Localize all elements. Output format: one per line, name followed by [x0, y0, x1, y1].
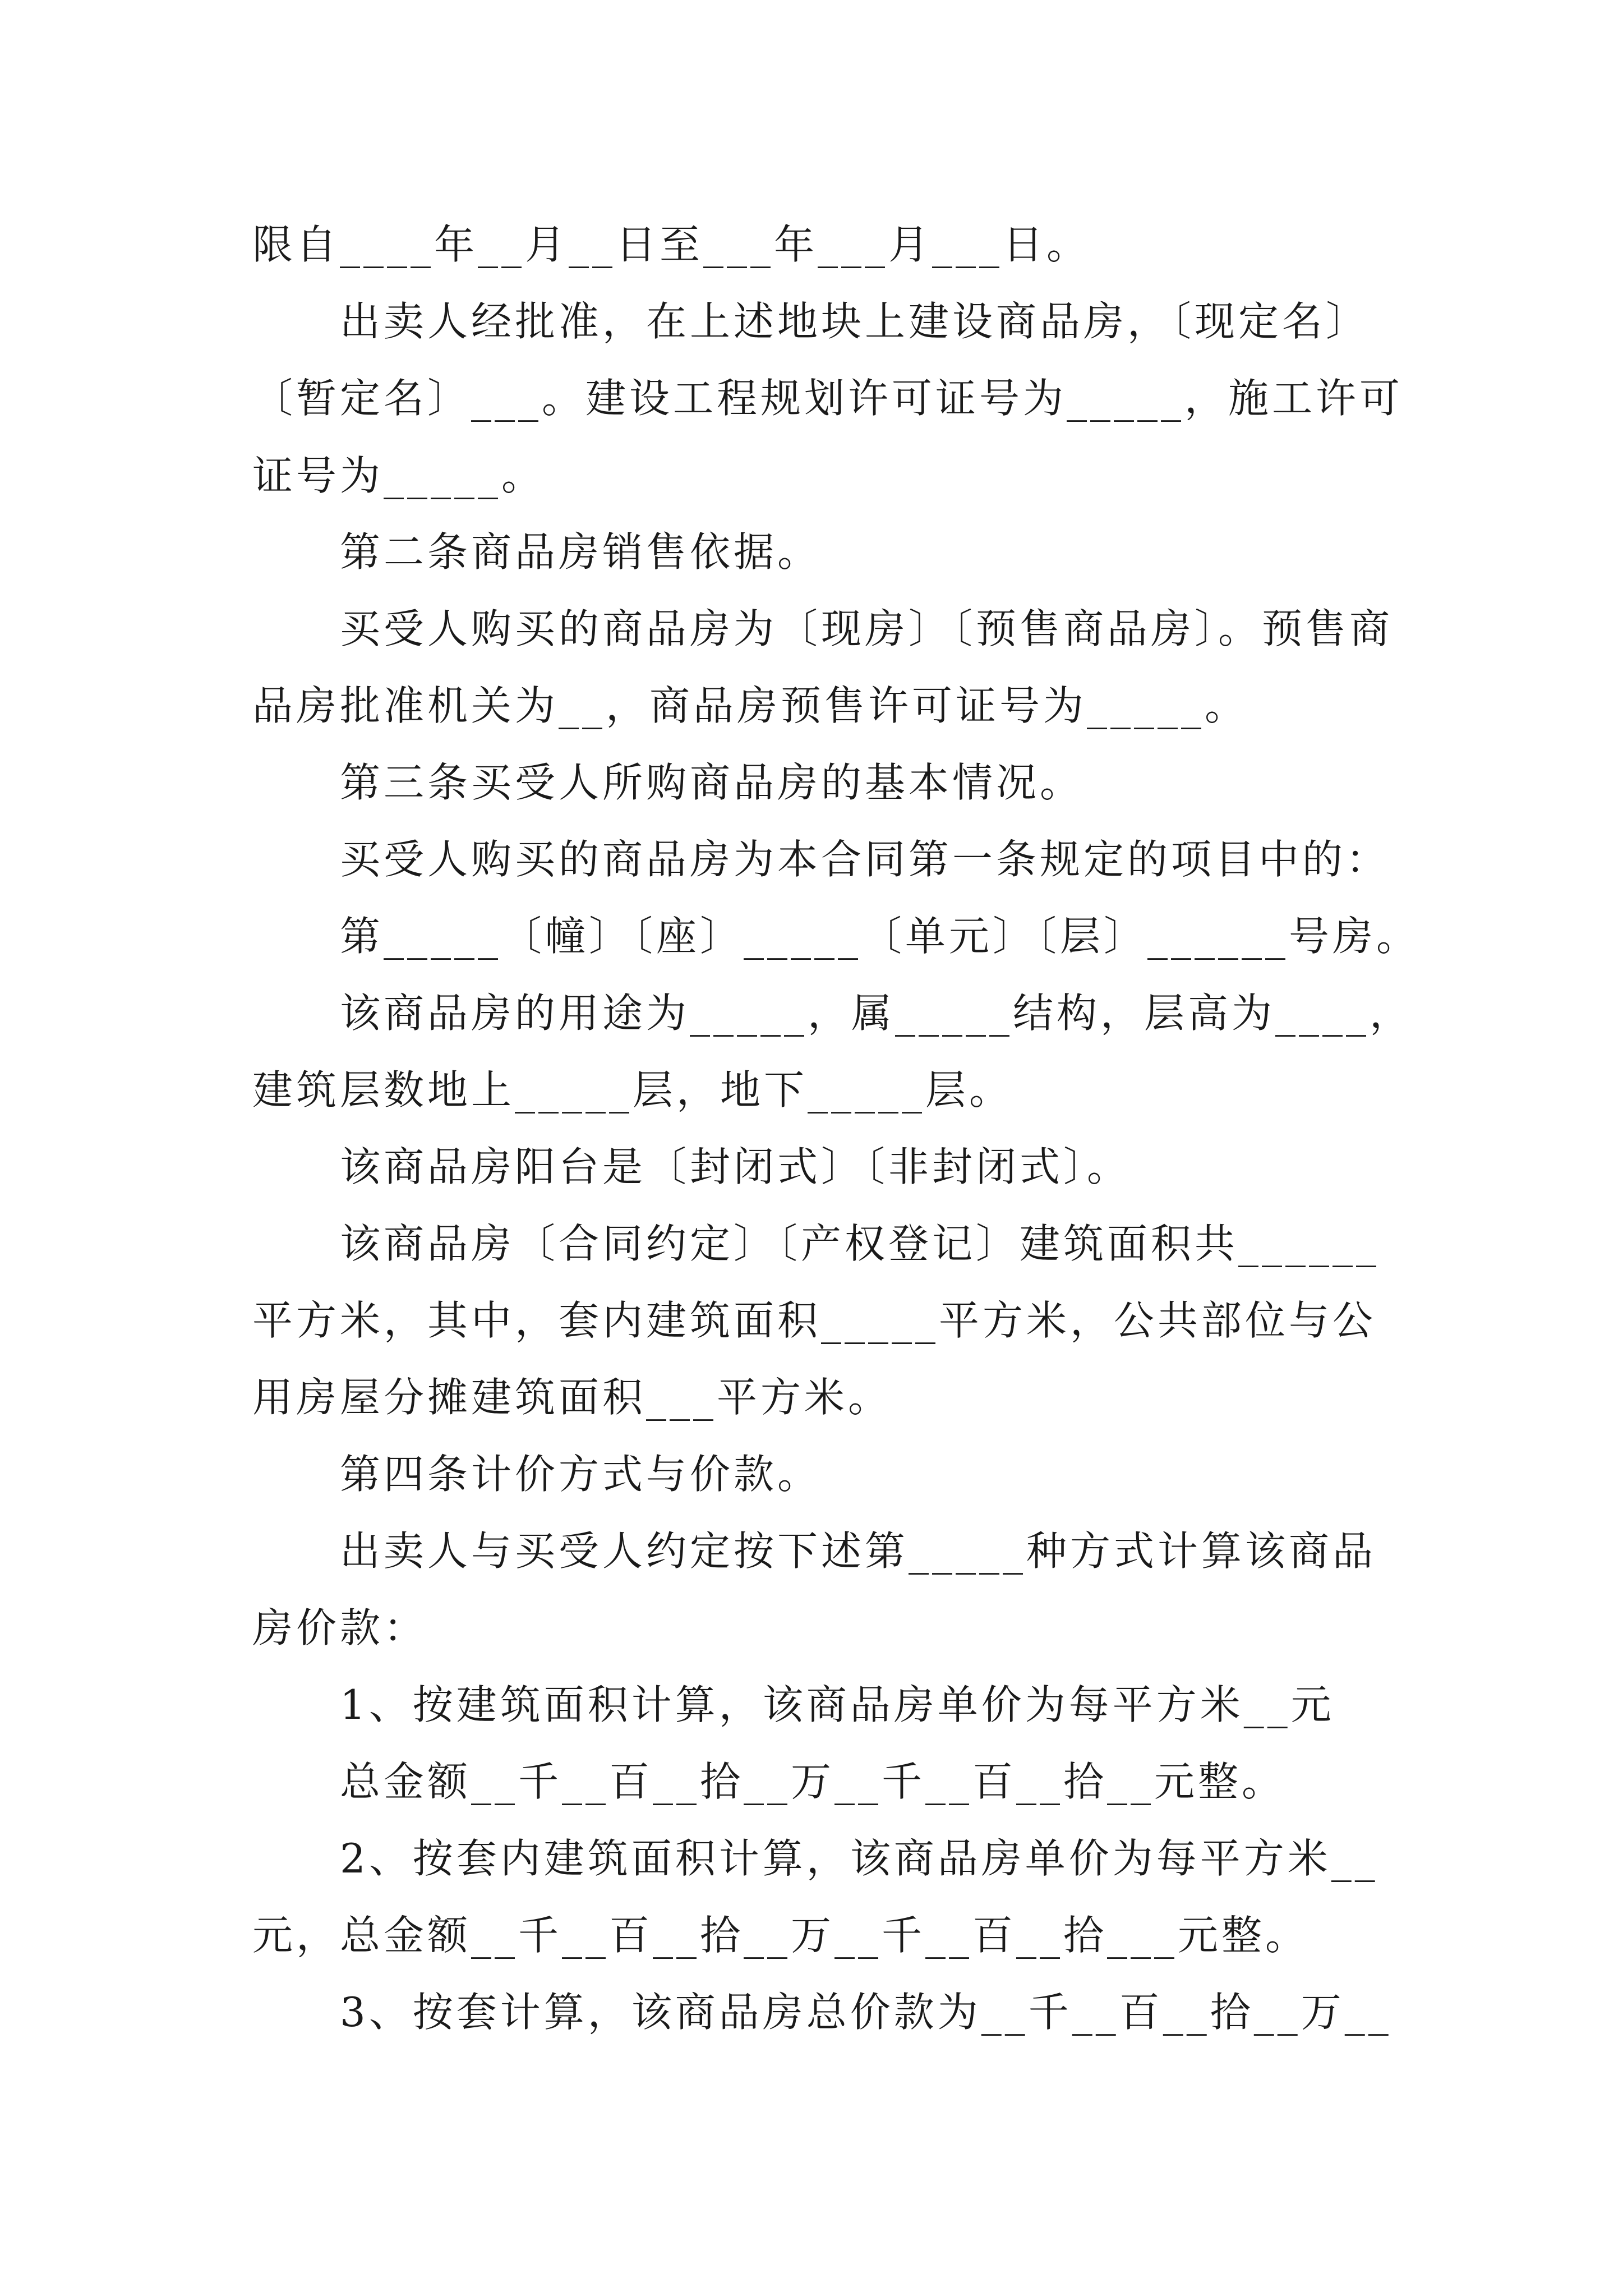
text-line-19: 房价款： — [252, 1604, 428, 1651]
text-line-4: 证号为_____。 — [252, 452, 546, 499]
text-line-21: 总金额__千__百__拾__万__千__百__拾__元整。 — [340, 1758, 1286, 1805]
text-line-20: 1、按建筑面积计算，该商品房单价为每平方米__元 — [340, 1681, 1335, 1728]
text-line-24: 3、按套计算，该商品房总价款为__千__百__拾__万__ — [340, 1989, 1392, 2036]
text-line-17: 第四条计价方式与价款。 — [340, 1451, 822, 1498]
text-line-13: 该商品房阳台是〔封闭式〕〔非封闭式〕。 — [340, 1143, 1131, 1190]
text-line-2: 出卖人经批准，在上述地块上建设商品房，〔现定名〕 — [340, 298, 1370, 345]
text-line-1: 限自____年__月__日至___年___月___日。 — [252, 221, 1091, 268]
text-line-16: 用房屋分摊建筑面积___平方米。 — [252, 1374, 892, 1421]
text-line-6: 买受人购买的商品房为〔现房〕〔预售商品房〕。预售商 — [340, 605, 1394, 652]
text-line-22: 2、按套内建筑面积计算，该商品房单价为每平方米__ — [340, 1835, 1378, 1882]
text-line-10: 第_____〔幢〕〔座〕_____〔单元〕〔层〕______号房。 — [340, 913, 1421, 960]
text-line-5: 第二条商品房销售依据。 — [340, 528, 822, 576]
text-line-8: 第三条买受人所购商品房的基本情况。 — [340, 759, 1084, 806]
text-line-18: 出卖人与买受人约定按下述第_____种方式计算该商品 — [340, 1527, 1377, 1575]
text-line-9: 买受人购买的商品房为本合同第一条规定的项目中的： — [340, 836, 1390, 883]
text-line-3: 〔暂定名〕___。建设工程规划许可证号为_____，施工许可 — [252, 375, 1404, 422]
text-line-14: 该商品房〔合同约定〕〔产权登记〕建筑面积共______ — [340, 1220, 1380, 1267]
text-line-15: 平方米，其中，套内建筑面积_____平方米，公共部位与公 — [252, 1297, 1377, 1344]
text-line-23: 元，总金额__千__百__拾__万__千__百__拾___元整。 — [252, 1912, 1310, 1959]
text-line-11: 该商品房的用途为_____，属_____结构，层高为____， — [340, 990, 1414, 1037]
text-line-12: 建筑层数地上_____层，地下_____层。 — [252, 1066, 1013, 1114]
text-line-7: 品房批准机关为__，商品房预售许可证号为_____。 — [252, 682, 1249, 729]
